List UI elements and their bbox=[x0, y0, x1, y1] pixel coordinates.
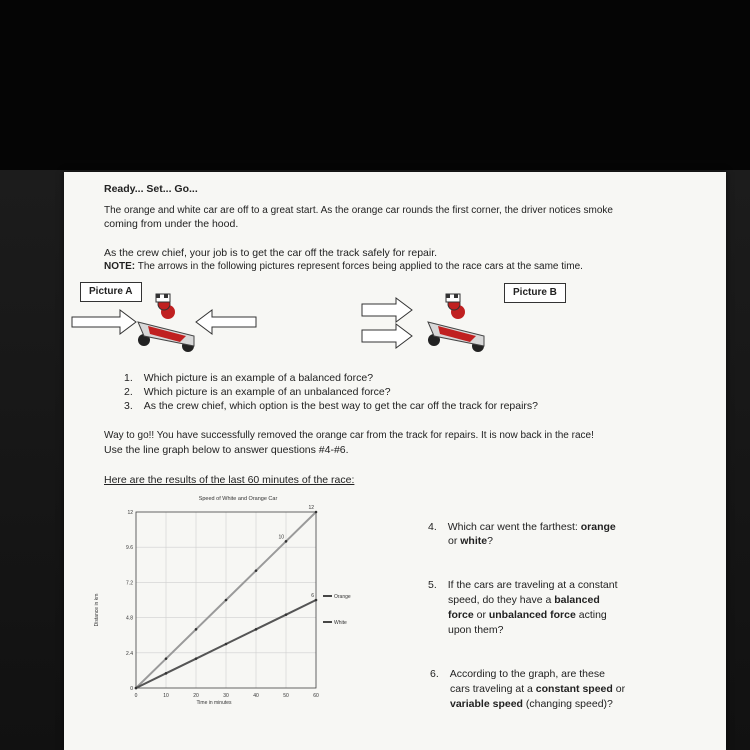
question-6 bbox=[430, 667, 605, 681]
question-number: 1. bbox=[124, 372, 133, 384]
question-text: or bbox=[612, 683, 626, 695]
note-line bbox=[104, 260, 583, 274]
question-emphasis: variable speed bbox=[450, 698, 523, 710]
question-number: 3. bbox=[124, 400, 133, 412]
line-graph bbox=[88, 492, 388, 712]
race-car-icon bbox=[138, 294, 194, 352]
question-number: 2. bbox=[124, 386, 133, 398]
way-to-go-line-2: Use the line graph below to answer questions #4-#6. bbox=[104, 444, 349, 456]
question-emphasis: orange bbox=[580, 521, 616, 533]
race-car-icon bbox=[428, 294, 484, 352]
point-label: 10 bbox=[278, 534, 284, 541]
y-tick-label: 2.4 bbox=[126, 650, 133, 657]
point-label: 6 bbox=[311, 593, 314, 599]
question-6-line-3 bbox=[450, 697, 613, 711]
right-arrow-icon bbox=[362, 324, 412, 348]
question-number: 4. bbox=[428, 521, 437, 533]
question-1 bbox=[124, 371, 373, 385]
data-point bbox=[135, 687, 138, 690]
question-5-line-4: upon them? bbox=[448, 624, 504, 636]
question-3 bbox=[124, 399, 538, 413]
legend-label: White bbox=[334, 620, 347, 626]
picture-a-illustration bbox=[70, 290, 260, 360]
question-5-line-2 bbox=[448, 593, 600, 607]
chart-title: Speed of White and Orange Car bbox=[198, 496, 278, 502]
x-tick-label: 20 bbox=[193, 693, 199, 699]
y-tick-label: 9.6 bbox=[126, 545, 133, 552]
data-point bbox=[315, 599, 318, 602]
x-tick-label: 60 bbox=[313, 693, 319, 699]
question-text: or bbox=[448, 535, 461, 547]
crew-chief-text: As the crew chief, your job is to get the car off the track safely for repair. bbox=[104, 247, 438, 259]
data-point bbox=[285, 613, 288, 616]
picture-b-label: Picture B bbox=[504, 283, 566, 303]
y-axis-label: Distance in km bbox=[94, 593, 100, 627]
question-text: (changing speed)? bbox=[522, 698, 613, 710]
x-tick-label: 30 bbox=[223, 693, 229, 699]
legend-label: Orange bbox=[334, 594, 351, 600]
y-tick-label: 4.8 bbox=[126, 615, 133, 622]
results-heading: Here are the results of the last 60 minutes of the race: bbox=[104, 474, 355, 486]
question-text: Which picture is an example of an unbalanced force? bbox=[143, 386, 391, 398]
right-arrow-icon bbox=[72, 310, 136, 334]
right-arrow-icon bbox=[362, 298, 412, 322]
x-tick-label: 50 bbox=[283, 693, 289, 699]
chart-legend bbox=[323, 594, 351, 626]
x-tick-label: 10 bbox=[163, 693, 169, 699]
question-text: acting bbox=[575, 609, 607, 621]
question-text: ? bbox=[487, 535, 493, 547]
picture-b-illustration bbox=[360, 290, 500, 360]
question-5-line-3 bbox=[448, 608, 607, 622]
question-emphasis: constant speed bbox=[535, 683, 613, 695]
question-emphasis: force bbox=[448, 609, 474, 621]
data-point bbox=[165, 657, 168, 660]
question-text: As the crew chief, which option is the best way to get the car off the track for repairs? bbox=[143, 400, 539, 412]
x-axis-label: Time in minutes bbox=[196, 700, 232, 706]
x-tick-label: 40 bbox=[253, 693, 259, 699]
question-text: or bbox=[473, 609, 489, 621]
question-emphasis: balanced bbox=[554, 594, 600, 606]
intro-line-2: coming from under the hood. bbox=[104, 218, 239, 230]
note-text: The arrows in the following pictures represent forces being applied to the race cars at the same time. bbox=[137, 261, 583, 272]
data-point bbox=[195, 628, 198, 631]
y-tick-label: 12 bbox=[127, 510, 133, 516]
picture-a-label: Picture A bbox=[80, 282, 142, 302]
x-tick-label: 0 bbox=[134, 693, 138, 699]
worksheet-heading: Ready... Set... Go... bbox=[104, 183, 198, 195]
question-number: 5. bbox=[428, 579, 437, 591]
question-text: cars traveling at a bbox=[450, 683, 536, 695]
y-tick-label: 7.2 bbox=[126, 580, 133, 587]
data-point bbox=[225, 643, 228, 646]
note-label: NOTE: bbox=[104, 261, 136, 272]
question-emphasis: unbalanced force bbox=[488, 609, 576, 621]
question-emphasis: white bbox=[460, 535, 488, 547]
question-text: Which picture is an example of a balanced force? bbox=[143, 372, 374, 384]
data-point bbox=[285, 540, 288, 543]
question-text: According to the graph, are these bbox=[449, 668, 605, 680]
data-point bbox=[225, 599, 228, 602]
data-point bbox=[315, 511, 318, 514]
left-arrow-icon bbox=[196, 310, 256, 334]
question-6-line-2 bbox=[450, 682, 625, 696]
question-text: Which car went the farthest: bbox=[447, 521, 581, 533]
question-number: 6. bbox=[430, 668, 439, 680]
data-point bbox=[255, 628, 258, 631]
worksheet-page bbox=[64, 172, 726, 750]
data-point bbox=[195, 657, 198, 660]
question-5 bbox=[428, 578, 618, 592]
intro-line-1: The orange and white car are off to a great start. As the orange car rounds the first corner, the driver notices smoke bbox=[104, 205, 613, 216]
way-to-go-line-1: Way to go!! You have successfully removed the orange car from the track for repairs. It is now back in the race! bbox=[104, 430, 594, 441]
question-text: If the cars are traveling at a constant bbox=[447, 579, 618, 591]
question-2 bbox=[124, 385, 391, 399]
question-text: speed, do they have a bbox=[448, 594, 555, 606]
data-point bbox=[255, 569, 258, 572]
question-4 bbox=[428, 520, 616, 534]
point-label: 12 bbox=[308, 505, 314, 511]
data-point bbox=[165, 672, 168, 675]
question-4-line-2 bbox=[448, 534, 493, 548]
y-tick-label: 0 bbox=[130, 686, 133, 692]
